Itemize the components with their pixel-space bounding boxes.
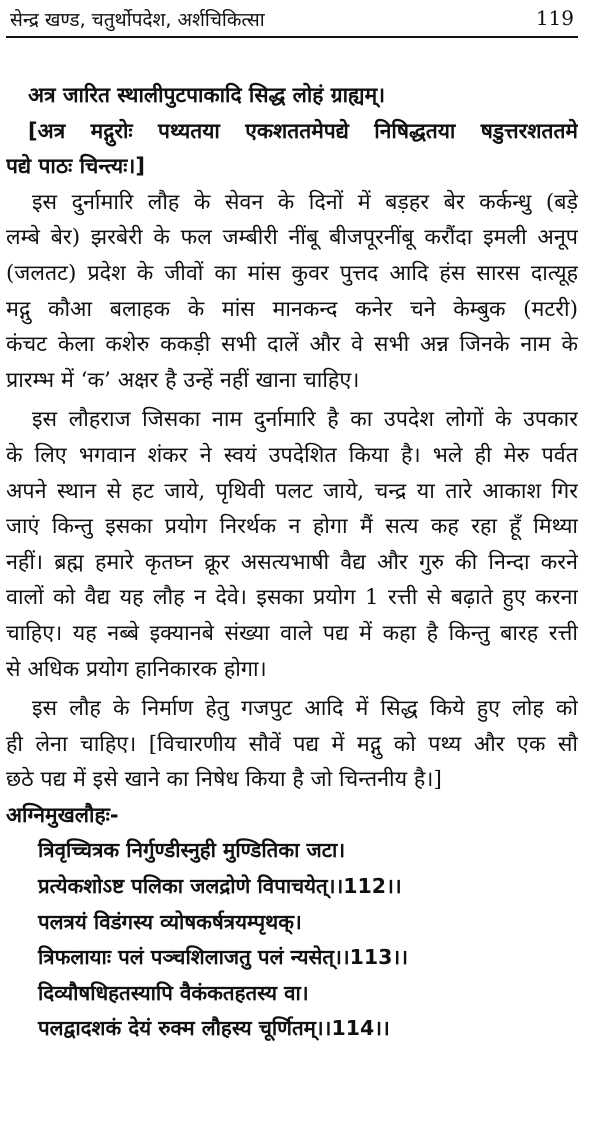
paragraph-line: जाएं किन्तु इसका प्रयोग निरर्थक न होगा मैं सत्य कह रहा हूँ मिथ्या — [6, 514, 578, 540]
paragraph-line: (जलतट) प्रदेश के जीवों का मांस कुवर पुत्तद आदि हंस सारस दात्यूह — [6, 260, 578, 286]
verse-line: दिव्यौषधिहतस्यापि वैकंकतहतस्य वा। — [38, 980, 309, 1005]
paragraph-line: नहीं। ब्रह्म हमारे कृतघ्न क्रूर असत्यभाषी वैद्य और गुरु की निन्दा करने — [6, 549, 578, 575]
paragraph-line: इस लौह के निर्माण हेतु गजपुट आदि में सिद्ध किये हुए लोह को — [32, 696, 578, 722]
verse-line: पलत्रयं विडंगस्य व्योषकर्षत्रयम्पृथक्। — [38, 909, 302, 934]
paragraph-line: के लिए भगवान शंकर ने स्वयं उपदेशित किया है। भले ही मेरु पर्वत — [6, 442, 578, 468]
page-header — [6, 0, 578, 38]
sanskrit-line: अत्र जारित स्थालीपुटपाकादि सिद्ध लोहं ग्राह्यम्। — [28, 83, 386, 107]
paragraph-line: चाहिए। यह नब्बे इक्यानबे संख्या वाले पद्य में कहा है किन्तु बारह रत्ती — [6, 620, 578, 646]
paragraph-line: प्रारम्भ में ‘क’ अक्षर है उन्हें नहीं खाना चाहिए। — [6, 367, 360, 393]
page-number: 119 — [535, 6, 574, 30]
paragraph-line: इस लौहराज जिसका नाम दुर्नामारि है का उपदेश लोगों के उपकार — [32, 407, 578, 433]
sanskrit-line: पद्ये पाठः चिन्त्यः।] — [6, 154, 145, 179]
verse-line: प्रत्येकशोऽष्ट पलिका जलद्रोणे विपाचयेत्।।112।। — [38, 874, 402, 899]
paragraph-line: कंचट केला कशेरु ककड़ी सभी दालें और वे सभी अन्न जिनके नाम के — [6, 332, 578, 358]
section-heading: अग्निमुखलौहः- — [6, 802, 119, 827]
running-title: सेन्द्र खण्ड, चतुर्थोपदेश, अर्शचिकित्सा — [10, 9, 265, 31]
sanskrit-line: [अत्र मद्गुरोः पथ्यतया एकशततमेपद्ये निषिद्धतया षडुत्तरशततमे — [28, 118, 578, 143]
paragraph-line: से अधिक प्रयोग हानिकारक होगा। — [6, 656, 267, 682]
paragraph-line: मद्गु कौआ बलाहक के मांस मानकन्द कनेर चने केम्बुक (मटरी) — [6, 296, 578, 322]
verse-line: त्रिवृच्चित्रक निर्गुण्डीस्नुही मुण्डितिका जटा। — [38, 838, 346, 863]
paragraph-line: लम्बे बेर) झरबेरी के फल जम्बीरी नींबू बीजपूरनींबू करौंदा इमली अनूप — [6, 225, 578, 251]
page-body — [6, 38, 578, 1047]
paragraph-line: इस दुर्नामारि लौह के सेवन के दिनों में बड़हर बेर कर्कन्धु (बड़े — [32, 189, 578, 215]
paragraph-line: वालों को वैद्य यह लौह न देवे। इसका प्रयोग 1 रत्ती से बढ़ाते हुए करना — [6, 585, 578, 611]
verse-line: पलद्वादशकं देयं रुक्म लौहस्य चूर्णितम्।।114।। — [38, 1016, 390, 1041]
paragraph-line: ही लेना चाहिए। [विचारणीय सौवें पद्य में मद्गु को पथ्य और एक सौ — [6, 731, 578, 757]
paragraph-line: छठे पद्य में इसे खाने का निषेध किया है जो चिन्तनीय है।] — [6, 767, 442, 793]
paragraph-line: अपने स्थान से हट जाये, पृथिवी पलट जाये, चन्द्र या तारे आकाश गिर — [6, 478, 578, 504]
verse-line: त्रिफलायाः पलं पञ्चशिलाजतु पलं न्यसेत्।।113।। — [38, 945, 408, 970]
